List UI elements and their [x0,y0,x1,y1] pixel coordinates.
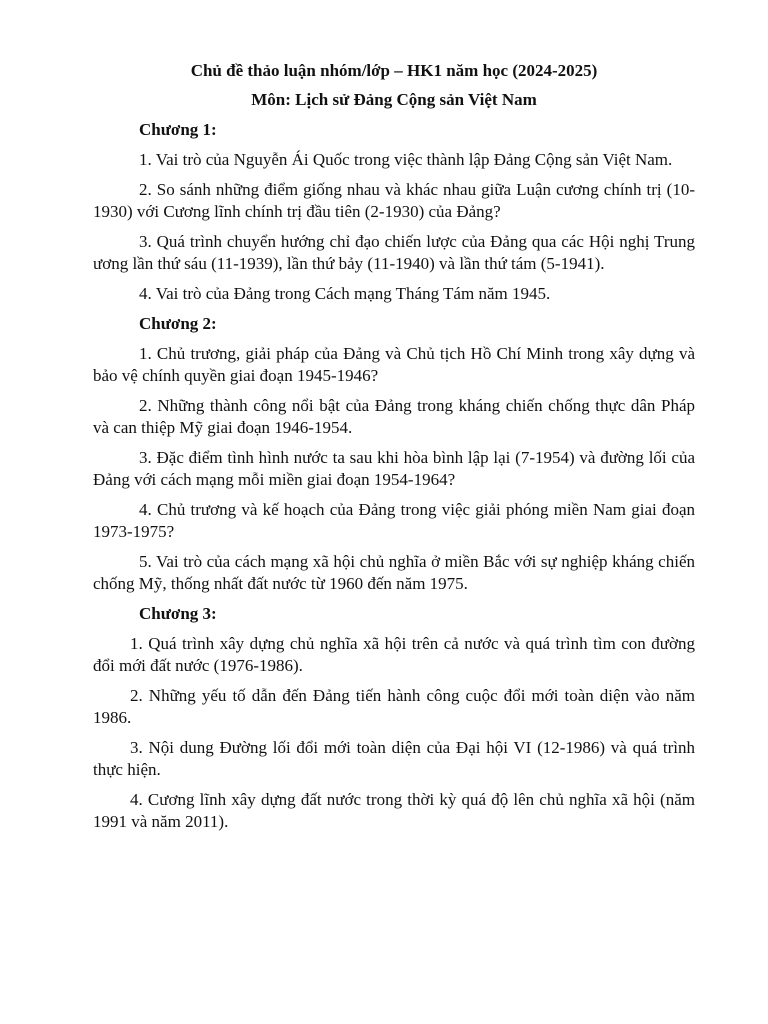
chapter-1-heading: Chương 1: [139,120,217,139]
chapter-2-item-4: 4. Chủ trương và kế hoạch của Đảng trong việc giải phóng miền Nam giai đoạn 1973-1975? [93,500,695,541]
chapter-2-item-3: 3. Đặc điểm tình hình nước ta sau khi hòa bình lập lại (7-1954) và đường lối của Đảng với cách mạng mỗi miền giai đoạn 1954-1964? [93,448,695,489]
chapter-3-item-2: 2. Những yếu tố dẫn đến Đảng tiến hành công cuộc đổi mới toàn diện vào năm 1986. [93,686,695,727]
chapter-3-heading: Chương 3: [139,604,217,623]
subject-title: Môn: Lịch sử Đảng Cộng sản Việt Nam [251,90,537,109]
chapter-3-item-1: 1. Quá trình xây dựng chủ nghĩa xã hội trên cả nước và quá trình tìm con đường đổi mới đất nước (1976-1986). [93,634,695,675]
chapter-1-item-2: 2. So sánh những điểm giống nhau và khác nhau giữa Luận cương chính trị (10-1930) với Cương lĩnh chính trị đầu tiên (2-1930) của Đảng? [93,180,695,221]
chapter-2-heading: Chương 2: [139,314,217,333]
chapter-1-item-4: 4. Vai trò của Đảng trong Cách mạng Tháng Tám năm 1945. [139,284,551,303]
chapter-2-item-1: 1. Chủ trương, giải pháp của Đảng và Chủ tịch Hồ Chí Minh trong xây dựng và bảo vệ chính quyền giai đoạn 1945-1946? [93,344,695,385]
chapter-2-item-5: 5. Vai trò của cách mạng xã hội chủ nghĩa ở miền Bắc với sự nghiệp kháng chiến chống Mỹ, thống nhất đất nước từ 1960 đến năm 1975. [93,552,695,593]
chapter-1-item-3: 3. Quá trình chuyển hướng chỉ đạo chiến lược của Đảng qua các Hội nghị Trung ương lần thứ sáu (11-1939), lần thứ bảy (11-1940) và lần thứ tám (5-1941). [93,232,695,273]
chapter-3-item-4: 4. Cương lĩnh xây dựng đất nước trong thời kỳ quá độ lên chủ nghĩa xã hội (năm 1991 và năm 2011). [93,790,695,831]
chapter-1-item-1: 1. Vai trò của Nguyễn Ái Quốc trong việc thành lập Đảng Cộng sản Việt Nam. [139,150,673,169]
chapter-2-item-2: 2. Những thành công nổi bật của Đảng trong kháng chiến chống thực dân Pháp và can thiệp Mỹ giai đoạn 1946-1954. [93,396,695,437]
chapter-3-item-3: 3. Nội dung Đường lối đổi mới toàn diện của Đại hội VI (12-1986) và quá trình thực hiện. [93,738,695,779]
document-title: Chủ đề thảo luận nhóm/lớp – HK1 năm học (2024-2025) [190,61,598,80]
